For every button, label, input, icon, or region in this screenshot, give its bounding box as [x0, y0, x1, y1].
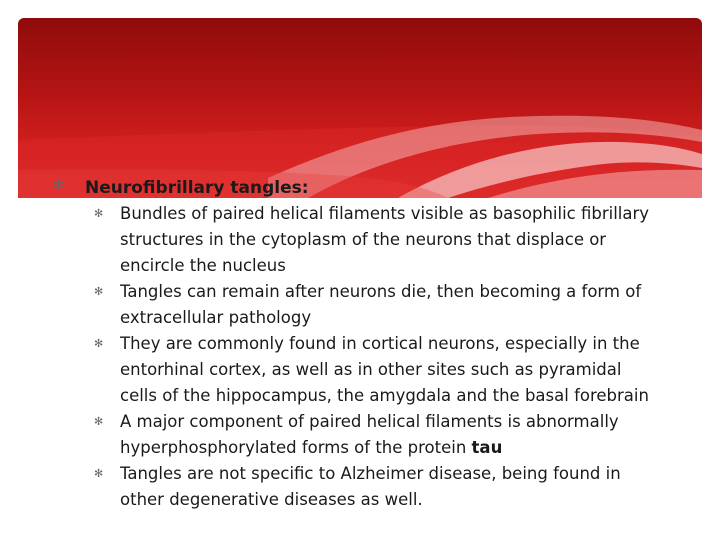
- sub-bullet-item: [94, 409, 660, 461]
- sub-bullet-text: Bundles of paired helical filaments visible as basophilic fibrillary structures in the cytoplasm of the neurons that displace or encircle the nucleus: [120, 204, 650, 275]
- sub-bullet-text: Tangles are not specific to Alzheimer disease, being found in other degenerative diseases as well.: [120, 464, 621, 509]
- sub-bullet-item: [94, 279, 660, 331]
- sub-bullet-text: Tangles can remain after neurons die, then becoming a form of extracellular pathology: [120, 282, 642, 327]
- bullet-icon: ✻: [53, 178, 64, 193]
- sub-bullet-item: [94, 461, 660, 513]
- bullet-icon: ✻: [94, 285, 104, 298]
- bullet-icon: ✻: [94, 337, 104, 350]
- sub-bullet-text: A major component of paired helical filaments is abnormally hyperphosphorylated forms of the protein: [120, 412, 619, 457]
- sub-bullet-list: [40, 201, 680, 513]
- sub-bullet-item: [94, 201, 660, 279]
- emphasis-text-tau: tau: [471, 438, 503, 457]
- main-bullet-item: [40, 175, 680, 201]
- bullet-content: [40, 175, 680, 513]
- bullet-icon: ✻: [94, 207, 104, 220]
- heading-text: Neurofibrillary tangles:: [85, 178, 309, 198]
- header-banner: [18, 18, 702, 198]
- bullet-icon: ✻: [94, 415, 104, 428]
- header-wave-decoration: [18, 18, 702, 198]
- sub-bullet-item: [94, 331, 660, 409]
- sub-bullet-text: They are commonly found in cortical neurons, especially in the entorhinal cortex, as well as in other sites such as pyramidal cells of the hippocampus, the amygdala and the basal forebrain: [120, 334, 649, 405]
- bullet-icon: ✻: [94, 467, 104, 480]
